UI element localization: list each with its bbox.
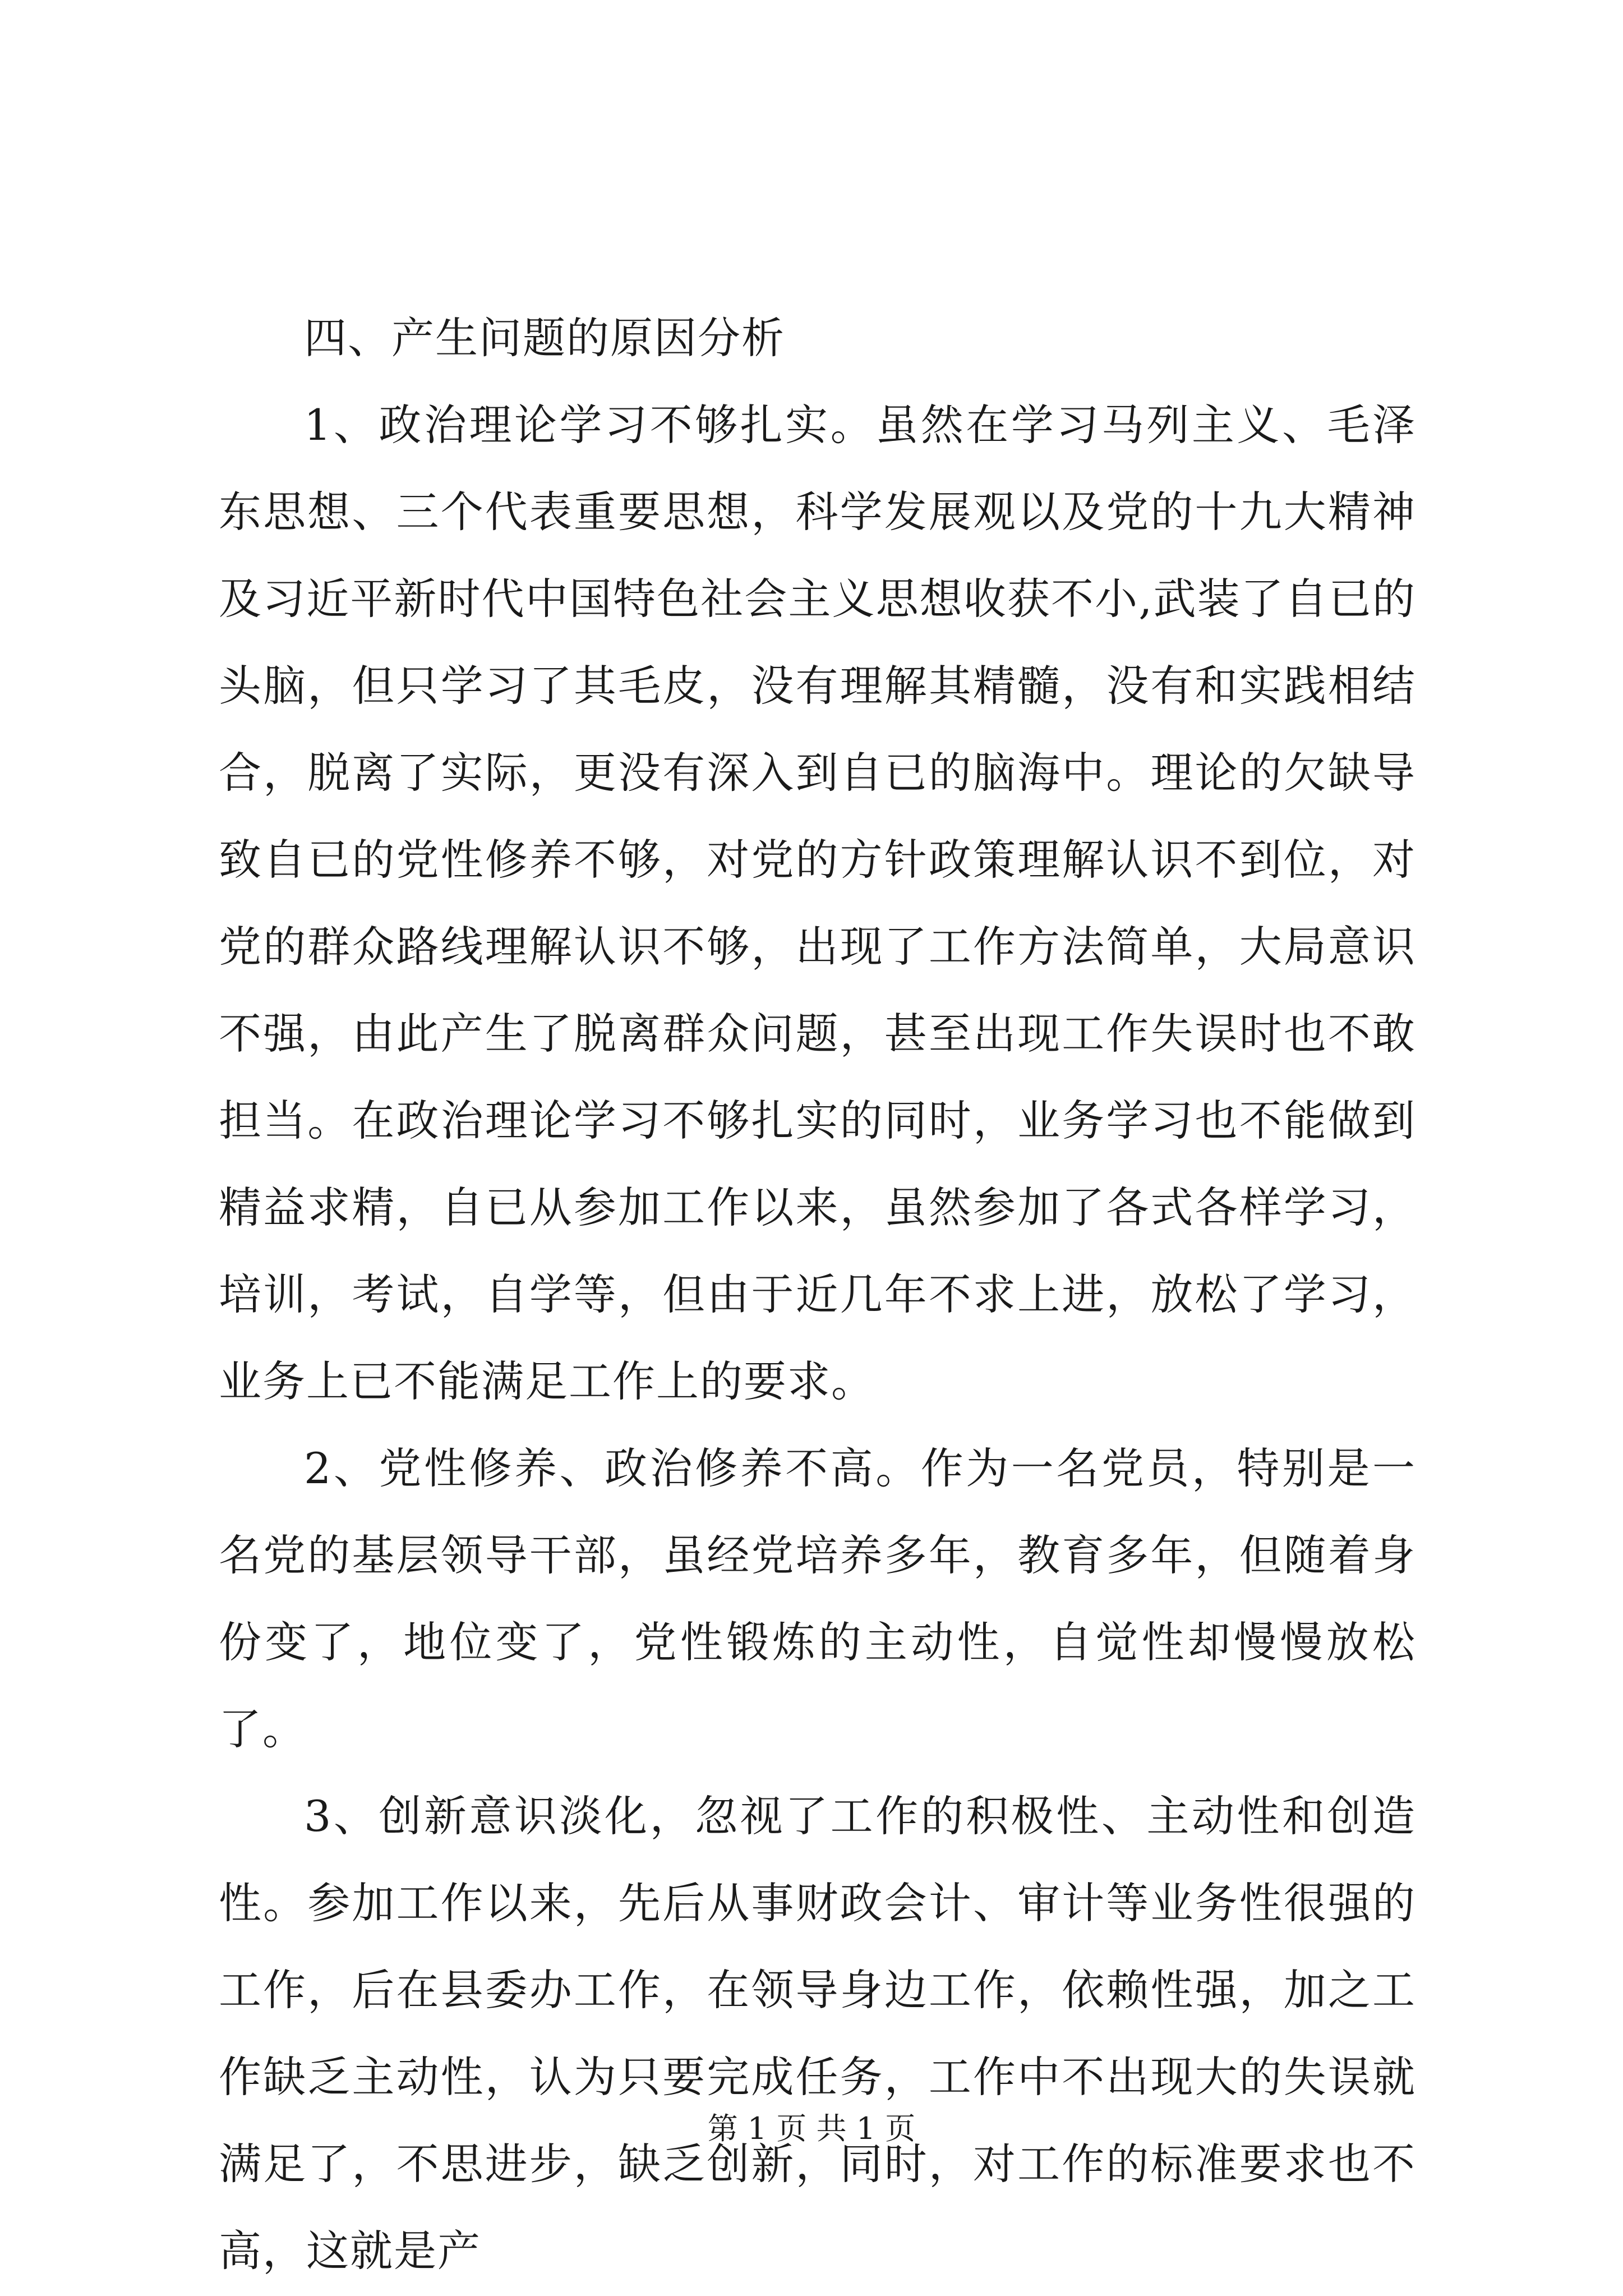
paragraph-2: 2、党性修养、政治修养不高。作为一名党员，特别是一名党的基层领导干部，虽经党培养多年，教育多年，但随着身份变了，地位变了，党性锻炼的主动性，自觉性却慢慢放松了。 [219, 1443, 1416, 1754]
section-heading: 四、产生问题的原因分析 [304, 313, 785, 363]
page-footer: 第 1 页 共 1 页 [707, 2111, 916, 2146]
paragraph-1: 1、政治理论学习不够扎实。虽然在学习马列主义、毛泽东思想、三个代表重要思想，科学发展观以及党的十九大精神及习近平新时代中国特色社会主义思想收获不小,武装了自已的头脑，但只学习了其毛皮，没有理解其精髓，没有和实践相结合，脱离了实际，更没有深入到自已的脑海中。理论的欠缺导致自已的党性修养不够，对党的方针政策理解认识不到位，对党的群众路线理解认识不够，出现了工作方法简单，大局意识不强，由此产生了脱离群众问题，甚至出现工作失误时也不敢担当。在政治理论学习不够扎实的同时，业务学习也不能做到精益求精，自已从参加工作以来，虽然参加了各式各样学习，培训，考试，自学等，但由于近几年不求上进，放松了学习，业务上已不能满足工作上的要求。 [219, 400, 1416, 1406]
document-body [219, 295, 1416, 2294]
paragraph-3: 3、创新意识淡化，忽视了工作的积极性、主动性和创造性。参加工作以来，先后从事财政会计、审计等业务性很强的工作，后在县委办工作，在领导身边工作，依赖性强，加之工作缺乏主动性，认为只要完成任务，工作中不出现大的失误就满足了，不思进步，缺乏创新，同时，对工作的标准要求也不高，这就是产 [219, 1791, 1416, 2276]
